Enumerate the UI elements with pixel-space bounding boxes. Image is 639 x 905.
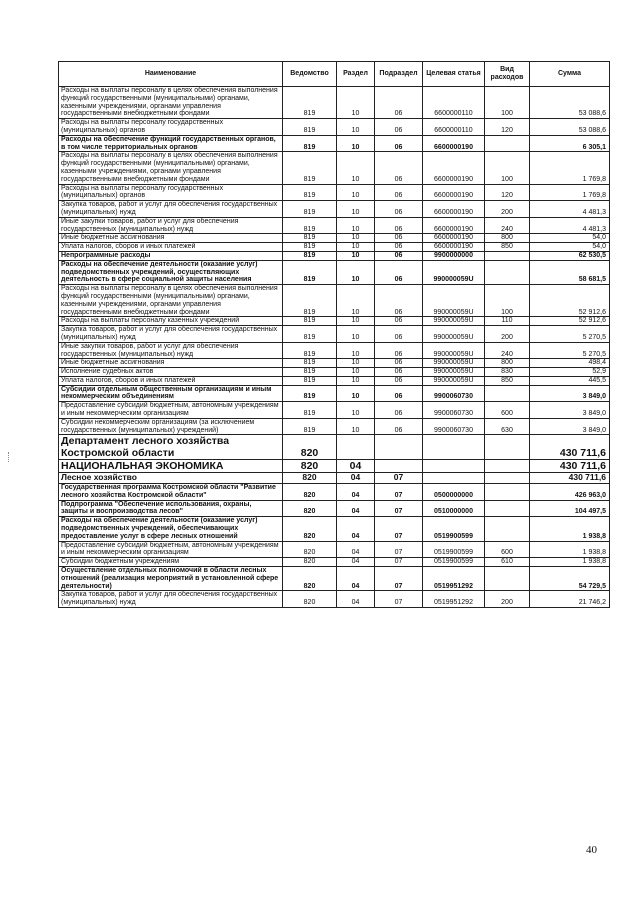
cell-name: Иные бюджетные ассигнования (59, 234, 283, 243)
cell-target: 0519951292 (423, 591, 485, 608)
budget-table (58, 61, 610, 608)
cell-subsection: 06 (375, 285, 423, 317)
cell-sum: 3 849,0 (530, 402, 610, 419)
cell-exptype: 200 (485, 326, 530, 343)
cell-sum: 430 711,6 (530, 460, 610, 473)
cell-dept: 820 (283, 591, 337, 608)
cell-name: Закупка товаров, работ и услуг для обеспечения государственных (муниципальных) нужд (59, 326, 283, 343)
table-row (59, 385, 610, 402)
cell-subsection: 06 (375, 326, 423, 343)
cell-name: Исполнение судебных актов (59, 368, 283, 377)
cell-dept: 820 (283, 500, 337, 517)
cell-name: Иные бюджетные ассигнования (59, 359, 283, 368)
cell-exptype: 610 (485, 558, 530, 567)
table-row (59, 473, 610, 484)
cell-exptype (485, 460, 530, 473)
cell-exptype: 800 (485, 234, 530, 243)
cell-dept: 819 (283, 359, 337, 368)
cell-section: 10 (337, 217, 375, 234)
table-row (59, 119, 610, 136)
cell-dept: 819 (283, 368, 337, 377)
cell-dept: 819 (283, 317, 337, 326)
cell-sum: 52 912,6 (530, 317, 610, 326)
cell-dept: 819 (283, 243, 337, 252)
cell-section: 10 (337, 234, 375, 243)
table-row (59, 558, 610, 567)
cell-sum: 5 270,5 (530, 342, 610, 359)
cell-dept: 819 (283, 342, 337, 359)
cell-target: 990000059U (423, 326, 485, 343)
cell-subsection: 06 (375, 87, 423, 119)
cell-subsection: 07 (375, 483, 423, 500)
cell-sum: 426 963,0 (530, 483, 610, 500)
cell-sum: 52 912,6 (530, 285, 610, 317)
cell-target: 9900060730 (423, 418, 485, 435)
cell-section: 10 (337, 376, 375, 385)
table-row (59, 517, 610, 541)
table-row (59, 402, 610, 419)
cell-name: Расходы на выплаты персоналу в целях обеспечения выполнения функций государственными (муниципальными) органами, казенными учреждениями, органами управления государственными внебюджетными фондами (59, 87, 283, 119)
cell-name: Закупка товаров, работ и услуг для обеспечения государственных (муниципальных) нужд (59, 591, 283, 608)
table-row (59, 500, 610, 517)
cell-sum: 54,0 (530, 243, 610, 252)
cell-sum: 53 088,6 (530, 119, 610, 136)
cell-dept: 819 (283, 217, 337, 234)
page-number: 40 (586, 844, 597, 856)
margin-mark (8, 452, 11, 462)
cell-exptype: 120 (485, 184, 530, 201)
cell-subsection: 06 (375, 119, 423, 136)
cell-target: 6600000190 (423, 135, 485, 152)
cell-dept: 820 (283, 473, 337, 484)
table-row (59, 359, 610, 368)
cell-dept: 820 (283, 435, 337, 460)
cell-target: 6600000190 (423, 201, 485, 218)
cell-name: Непрограммные расходы (59, 251, 283, 260)
cell-name: Предоставление субсидий бюджетным, автономным учреждениям и иным некоммерческим организациям (59, 541, 283, 558)
cell-sum: 6 305,1 (530, 135, 610, 152)
cell-dept: 820 (283, 517, 337, 541)
cell-sum: 53 088,6 (530, 87, 610, 119)
cell-target: 0500000000 (423, 483, 485, 500)
cell-subsection: 06 (375, 234, 423, 243)
cell-exptype: 110 (485, 317, 530, 326)
cell-dept: 819 (283, 418, 337, 435)
cell-subsection: 06 (375, 152, 423, 184)
table-row (59, 483, 610, 500)
table-row (59, 566, 610, 590)
cell-exptype (485, 500, 530, 517)
cell-section: 10 (337, 285, 375, 317)
cell-target: 990000059U (423, 260, 485, 284)
cell-name: Расходы на выплаты персоналу государственных (муниципальных) органов (59, 119, 283, 136)
cell-subsection: 06 (375, 342, 423, 359)
cell-name: Расходы на обеспечение деятельности (оказание услуг) подведомственных учреждений, обеспечивающих предоставление услуг в сфере лесных отношений (59, 517, 283, 541)
cell-section: 04 (337, 517, 375, 541)
cell-sum: 54 729,5 (530, 566, 610, 590)
cell-name: Уплата налогов, сборов и иных платежей (59, 243, 283, 252)
cell-dept: 819 (283, 376, 337, 385)
cell-exptype (485, 251, 530, 260)
cell-target: 6600000190 (423, 184, 485, 201)
cell-section: 04 (337, 591, 375, 608)
cell-dept: 819 (283, 402, 337, 419)
table-row (59, 376, 610, 385)
cell-name: Субсидии некоммерческим организациям (за исключением государственных (муниципальных) учреждений) (59, 418, 283, 435)
cell-target: 6600000190 (423, 234, 485, 243)
cell-subsection: 06 (375, 135, 423, 152)
cell-section: 10 (337, 260, 375, 284)
cell-sum: 1 769,8 (530, 184, 610, 201)
cell-exptype: 600 (485, 541, 530, 558)
cell-name: Иные закупки товаров, работ и услуг для обеспечения государственных (муниципальных) нужд (59, 342, 283, 359)
table-row (59, 184, 610, 201)
cell-section: 10 (337, 326, 375, 343)
cell-exptype: 100 (485, 285, 530, 317)
table-row (59, 460, 610, 473)
cell-section: 10 (337, 243, 375, 252)
cell-section: 10 (337, 342, 375, 359)
cell-target (423, 460, 485, 473)
cell-sum: 58 681,5 (530, 260, 610, 284)
cell-exptype: 120 (485, 119, 530, 136)
cell-target: 6600000190 (423, 152, 485, 184)
cell-name: Расходы на выплаты персоналу в целях обеспечения выполнения функций государственными (муниципальными) органами, казенными учреждениями, органами управления государственными внебюджетными фондами (59, 152, 283, 184)
cell-section: 04 (337, 541, 375, 558)
cell-dept: 820 (283, 566, 337, 590)
cell-sum: 3 849,0 (530, 385, 610, 402)
cell-target: 6600000190 (423, 243, 485, 252)
cell-subsection: 06 (375, 260, 423, 284)
cell-target: 0519951292 (423, 566, 485, 590)
cell-section: 04 (337, 500, 375, 517)
cell-section: 04 (337, 558, 375, 567)
cell-sum: 445,5 (530, 376, 610, 385)
cell-sum: 21 746,2 (530, 591, 610, 608)
cell-target: 990000059U (423, 368, 485, 377)
table-row (59, 317, 610, 326)
cell-target: 990000059U (423, 342, 485, 359)
cell-exptype: 800 (485, 359, 530, 368)
cell-dept: 819 (283, 87, 337, 119)
cell-sum: 4 481,3 (530, 201, 610, 218)
cell-name: Уплата налогов, сборов и иных платежей (59, 376, 283, 385)
cell-exptype (485, 435, 530, 460)
cell-dept: 820 (283, 541, 337, 558)
cell-exptype (485, 517, 530, 541)
cell-subsection: 06 (375, 217, 423, 234)
table-row (59, 251, 610, 260)
cell-exptype: 630 (485, 418, 530, 435)
cell-section: 10 (337, 135, 375, 152)
cell-subsection (375, 460, 423, 473)
col-dept-header: Ведомство (283, 62, 337, 87)
cell-name: Субсидии бюджетным учреждениям (59, 558, 283, 567)
cell-dept: 819 (283, 260, 337, 284)
cell-dept: 819 (283, 119, 337, 136)
cell-name: Субсидии отдельным общественным организациям и иным некоммерческим объединениям (59, 385, 283, 402)
cell-subsection: 06 (375, 402, 423, 419)
cell-subsection: 06 (375, 368, 423, 377)
table-row (59, 234, 610, 243)
table-row (59, 152, 610, 184)
col-subsection-header: Подраздел (375, 62, 423, 87)
cell-subsection: 07 (375, 566, 423, 590)
cell-sum: 430 711,6 (530, 473, 610, 484)
cell-name: Иные закупки товаров, работ и услуг для обеспечения государственных (муниципальных) нужд (59, 217, 283, 234)
cell-target: 9900000000 (423, 251, 485, 260)
cell-target: 0519900599 (423, 558, 485, 567)
cell-dept: 819 (283, 285, 337, 317)
cell-target: 990000059U (423, 317, 485, 326)
cell-exptype (485, 566, 530, 590)
col-sum-header: Сумма (530, 62, 610, 87)
cell-subsection: 06 (375, 317, 423, 326)
cell-section: 10 (337, 402, 375, 419)
cell-name: Лесное хозяйство (59, 473, 283, 484)
col-exptype-header: Вид расходов (485, 62, 530, 87)
cell-target (423, 473, 485, 484)
cell-exptype: 850 (485, 243, 530, 252)
cell-subsection: 07 (375, 473, 423, 484)
cell-dept: 819 (283, 326, 337, 343)
cell-target: 0510000000 (423, 500, 485, 517)
cell-exptype: 600 (485, 402, 530, 419)
cell-name: Осуществление отдельных полномочий в области лесных отношений (реализация мероприятий в установленной сфере деятельности) (59, 566, 283, 590)
col-name-header: Наименование (59, 62, 283, 87)
cell-name: Расходы на выплаты персоналу государственных (муниципальных) органов (59, 184, 283, 201)
cell-section: 10 (337, 385, 375, 402)
cell-dept: 819 (283, 234, 337, 243)
table-row (59, 418, 610, 435)
header-row (59, 62, 610, 87)
cell-target: 9900060730 (423, 385, 485, 402)
cell-section: 04 (337, 460, 375, 473)
cell-dept: 820 (283, 460, 337, 473)
cell-section: 04 (337, 483, 375, 500)
cell-sum: 104 497,5 (530, 500, 610, 517)
cell-subsection: 07 (375, 541, 423, 558)
cell-exptype (485, 473, 530, 484)
cell-exptype: 200 (485, 201, 530, 218)
cell-sum: 1 938,8 (530, 558, 610, 567)
cell-name: Расходы на выплаты персоналу казенных учреждений (59, 317, 283, 326)
cell-subsection: 06 (375, 243, 423, 252)
cell-target: 6600000110 (423, 87, 485, 119)
cell-dept: 819 (283, 251, 337, 260)
cell-name: Департамент лесного хозяйства Костромской области (59, 435, 283, 460)
cell-section: 10 (337, 201, 375, 218)
cell-exptype: 100 (485, 87, 530, 119)
table-row (59, 87, 610, 119)
cell-sum: 1 938,8 (530, 541, 610, 558)
cell-sum: 54,0 (530, 234, 610, 243)
cell-name: Расходы на обеспечение деятельности (оказание услуг) подведомственных учреждений, осуществляющих деятельность в сфере социальной защиты населения (59, 260, 283, 284)
cell-sum: 4 481,3 (530, 217, 610, 234)
cell-sum: 1 769,8 (530, 152, 610, 184)
cell-sum: 62 530,5 (530, 251, 610, 260)
cell-target: 990000059U (423, 359, 485, 368)
cell-section (337, 435, 375, 460)
cell-subsection: 07 (375, 517, 423, 541)
cell-section: 10 (337, 184, 375, 201)
table-row (59, 435, 610, 460)
cell-name: НАЦИОНАЛЬНАЯ ЭКОНОМИКА (59, 460, 283, 473)
cell-exptype: 240 (485, 217, 530, 234)
table-body (59, 87, 610, 608)
cell-sum: 1 938,8 (530, 517, 610, 541)
cell-section: 10 (337, 87, 375, 119)
cell-subsection: 06 (375, 251, 423, 260)
cell-dept: 820 (283, 483, 337, 500)
cell-dept: 819 (283, 385, 337, 402)
cell-dept: 819 (283, 135, 337, 152)
cell-section: 10 (337, 119, 375, 136)
cell-section: 04 (337, 473, 375, 484)
cell-exptype: 200 (485, 591, 530, 608)
cell-sum: 3 849,0 (530, 418, 610, 435)
cell-section: 10 (337, 152, 375, 184)
table-row (59, 368, 610, 377)
col-target-header: Целевая статья (423, 62, 485, 87)
cell-section: 10 (337, 317, 375, 326)
table-row (59, 243, 610, 252)
table-row (59, 326, 610, 343)
cell-name: Государственная программа Костромской области "Развитие лесного хозяйства Костромской области" (59, 483, 283, 500)
cell-exptype (485, 260, 530, 284)
cell-subsection: 06 (375, 359, 423, 368)
cell-section: 10 (337, 418, 375, 435)
cell-exptype: 850 (485, 376, 530, 385)
cell-sum: 52,9 (530, 368, 610, 377)
cell-dept: 819 (283, 152, 337, 184)
cell-target: 9900060730 (423, 402, 485, 419)
cell-name: Подпрограмма "Обеспечение использования, охраны, защиты и воспроизводства лесов" (59, 500, 283, 517)
cell-section: 04 (337, 566, 375, 590)
cell-subsection: 06 (375, 201, 423, 218)
cell-dept: 820 (283, 558, 337, 567)
table-row (59, 201, 610, 218)
cell-sum: 498,4 (530, 359, 610, 368)
table-row (59, 260, 610, 284)
cell-subsection: 06 (375, 385, 423, 402)
cell-exptype: 240 (485, 342, 530, 359)
cell-target: 0519900599 (423, 541, 485, 558)
cell-subsection: 07 (375, 500, 423, 517)
cell-target: 6600000190 (423, 217, 485, 234)
table-row (59, 541, 610, 558)
cell-subsection: 06 (375, 184, 423, 201)
cell-subsection (375, 435, 423, 460)
cell-exptype: 830 (485, 368, 530, 377)
cell-target: 6600000110 (423, 119, 485, 136)
cell-subsection: 06 (375, 418, 423, 435)
cell-subsection: 07 (375, 558, 423, 567)
cell-section: 10 (337, 251, 375, 260)
cell-section: 10 (337, 368, 375, 377)
cell-name: Закупка товаров, работ и услуг для обеспечения государственных (муниципальных) нужд (59, 201, 283, 218)
cell-exptype (485, 135, 530, 152)
cell-target (423, 435, 485, 460)
cell-name: Расходы на выплаты персоналу в целях обеспечения выполнения функций государственными (муниципальными) органами, казенными учреждениями, органами управления государственными внебюджетными фондами (59, 285, 283, 317)
table-row (59, 217, 610, 234)
cell-target: 990000059U (423, 285, 485, 317)
table-row (59, 135, 610, 152)
cell-target: 0519900599 (423, 517, 485, 541)
table-row (59, 342, 610, 359)
cell-sum: 430 711,6 (530, 435, 610, 460)
cell-sum: 5 270,5 (530, 326, 610, 343)
col-section-header: Раздел (337, 62, 375, 87)
cell-name: Предоставление субсидий бюджетным, автономным учреждениям и иным некоммерческим организациям (59, 402, 283, 419)
cell-exptype: 100 (485, 152, 530, 184)
cell-target: 990000059U (423, 376, 485, 385)
cell-name: Расходы на обеспечение функций государственных органов, в том числе территориальных органов (59, 135, 283, 152)
table-row (59, 591, 610, 608)
cell-subsection: 06 (375, 376, 423, 385)
cell-dept: 819 (283, 184, 337, 201)
cell-subsection: 07 (375, 591, 423, 608)
cell-section: 10 (337, 359, 375, 368)
cell-dept: 819 (283, 201, 337, 218)
cell-exptype (485, 483, 530, 500)
table-row (59, 285, 610, 317)
cell-exptype (485, 385, 530, 402)
